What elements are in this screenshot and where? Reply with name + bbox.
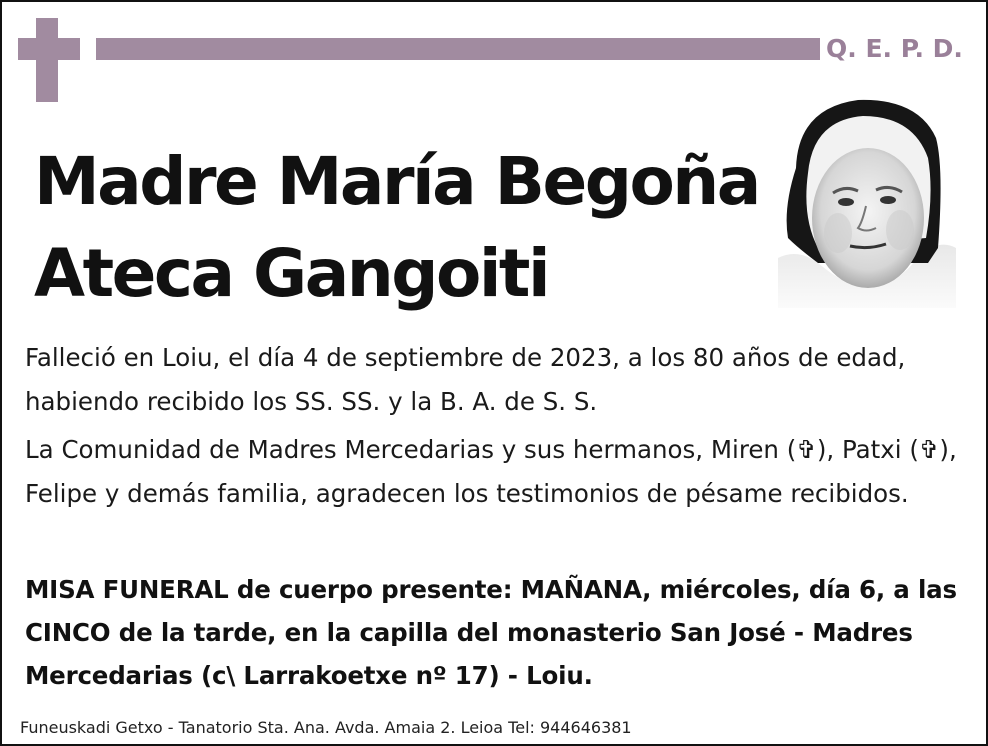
funeral-mass-paragraph: MISA FUNERAL de cuerpo presente: MAÑANA, miércoles, día 6, a las CINCO de la tarde, en la capilla del monasterio San José - Madres Mercedarias (c\ Larrakoetxe nº 17) - Loiu. — [25, 575, 957, 690]
funeral-home-footer: Funeuskadi Getxo - Tanatorio Sta. Ana. Avda. Amaia 2. Leioa Tel: 944646381 — [20, 718, 632, 737]
family-thanks-paragraph: La Comunidad de Madres Mercedarias y sus hermanos, Miren (✞), Patxi (✞), Felipe y demás familia, agradecen los testimonios de pésame recibidos. — [25, 435, 957, 508]
portrait-photo — [778, 98, 956, 308]
name-line-2: Ateca Gangoiti — [34, 235, 549, 312]
death-announcement-paragraph: Falleció en Loiu, el día 4 de septiembre de 2023, a los 80 años de edad, habiendo recibido los SS. SS. y la B. A. de S. S. — [25, 343, 906, 416]
deceased-name — [34, 136, 774, 320]
cross-vertical-bar — [36, 18, 58, 102]
qepd-label: Q. E. P. D. — [826, 34, 963, 63]
header-rule — [96, 38, 820, 60]
name-line-1: Madre María Begoña — [34, 143, 759, 220]
cross-horizontal-bar — [18, 38, 80, 60]
